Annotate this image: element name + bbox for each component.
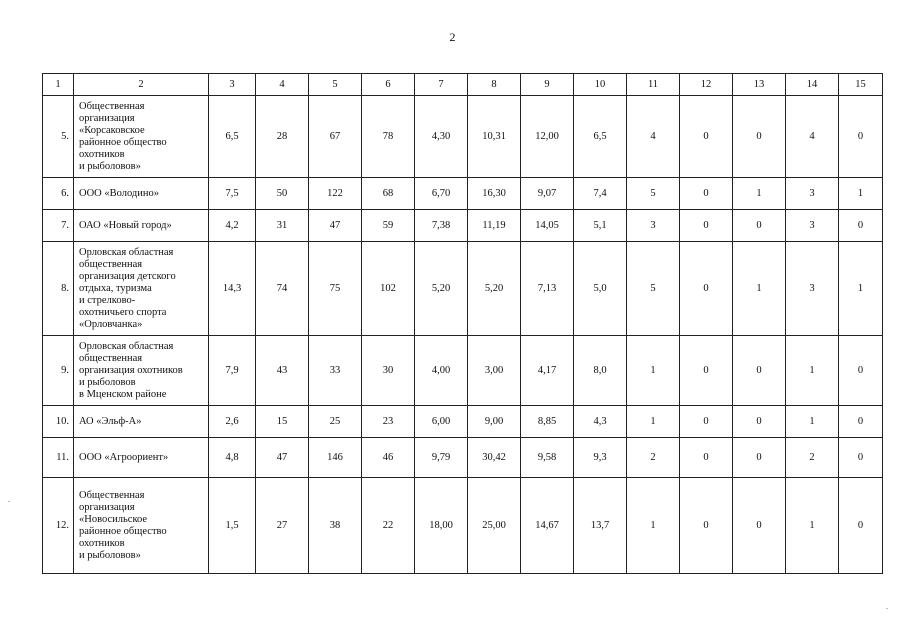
cell-col-14: 3 (786, 242, 839, 336)
cell-col-10: 6,5 (574, 96, 627, 178)
cell-col-3: 6,5 (209, 96, 256, 178)
table-row (43, 210, 883, 242)
cell-col-12: 0 (680, 210, 733, 242)
cell-col-9: 4,17 (521, 336, 574, 406)
cell-col-8: 25,00 (468, 478, 521, 574)
cell-col-6: 59 (362, 210, 415, 242)
cell-col-12: 0 (680, 242, 733, 336)
cell-col-15: 1 (839, 178, 883, 210)
cell-col-7: 4,00 (415, 336, 468, 406)
cell-col-8: 5,20 (468, 242, 521, 336)
column-header-15: 15 (839, 74, 883, 96)
cell-col-7: 9,79 (415, 438, 468, 478)
cell-col-3: 2,6 (209, 406, 256, 438)
cell-col-11: 1 (627, 478, 680, 574)
cell-col-5: 33 (309, 336, 362, 406)
page-number: 2 (449, 30, 456, 44)
organization-name: Орловская областная общественная организация охотников и рыболовов в Мценском районе (74, 336, 209, 406)
cell-col-11: 1 (627, 406, 680, 438)
cell-col-10: 4,3 (574, 406, 627, 438)
column-header-6: 6 (362, 74, 415, 96)
cell-col-14: 1 (786, 336, 839, 406)
cell-col-3: 7,9 (209, 336, 256, 406)
cell-col-10: 5,0 (574, 242, 627, 336)
cell-col-6: 68 (362, 178, 415, 210)
table-row (43, 406, 883, 438)
cell-col-15: 1 (839, 242, 883, 336)
cell-col-8: 9,00 (468, 406, 521, 438)
row-number: 9. (43, 336, 74, 406)
cell-col-4: 28 (256, 96, 309, 178)
table-row (43, 336, 883, 406)
column-header-9: 9 (521, 74, 574, 96)
column-header-5: 5 (309, 74, 362, 96)
cell-col-8: 3,00 (468, 336, 521, 406)
cell-col-7: 18,00 (415, 478, 468, 574)
cell-col-13: 0 (733, 478, 786, 574)
cell-col-12: 0 (680, 478, 733, 574)
cell-col-14: 4 (786, 96, 839, 178)
cell-col-10: 8,0 (574, 336, 627, 406)
cell-col-12: 0 (680, 406, 733, 438)
row-number: 8. (43, 242, 74, 336)
cell-col-15: 0 (839, 96, 883, 178)
cell-col-14: 3 (786, 178, 839, 210)
cell-col-11: 5 (627, 242, 680, 336)
scan-speck: . (8, 495, 10, 504)
cell-col-3: 1,5 (209, 478, 256, 574)
cell-col-5: 122 (309, 178, 362, 210)
cell-col-7: 5,20 (415, 242, 468, 336)
cell-col-14: 1 (786, 478, 839, 574)
cell-col-4: 47 (256, 438, 309, 478)
cell-col-5: 47 (309, 210, 362, 242)
cell-col-8: 16,30 (468, 178, 521, 210)
organization-name: ООО «Агроориент» (74, 438, 209, 478)
organization-name: Орловская областная общественная организация детского отдыха, туризма и стрелково- охотничьего спорта «Орловчанка» (74, 242, 209, 336)
organization-name: Общественная организация «Корсаковское районное общество охотников и рыболовов» (74, 96, 209, 178)
cell-col-13: 1 (733, 178, 786, 210)
cell-col-12: 0 (680, 336, 733, 406)
row-number: 12. (43, 478, 74, 574)
cell-col-5: 38 (309, 478, 362, 574)
column-header-2: 2 (74, 74, 209, 96)
row-number: 6. (43, 178, 74, 210)
cell-col-10: 5,1 (574, 210, 627, 242)
column-header-4: 4 (256, 74, 309, 96)
cell-col-10: 13,7 (574, 478, 627, 574)
cell-col-4: 43 (256, 336, 309, 406)
cell-col-15: 0 (839, 406, 883, 438)
cell-col-3: 14,3 (209, 242, 256, 336)
cell-col-6: 22 (362, 478, 415, 574)
table-row (43, 178, 883, 210)
cell-col-15: 0 (839, 336, 883, 406)
cell-col-14: 2 (786, 438, 839, 478)
cell-col-14: 3 (786, 210, 839, 242)
cell-col-6: 102 (362, 242, 415, 336)
header-row (43, 74, 883, 96)
table-row (43, 478, 883, 574)
column-header-11: 11 (627, 74, 680, 96)
column-header-7: 7 (415, 74, 468, 96)
scan-speck: . (886, 602, 888, 611)
cell-col-13: 0 (733, 96, 786, 178)
cell-col-10: 7,4 (574, 178, 627, 210)
cell-col-7: 7,38 (415, 210, 468, 242)
organization-name: Общественная организация «Новосильское районное общество охотников и рыболовов» (74, 478, 209, 574)
cell-col-9: 7,13 (521, 242, 574, 336)
cell-col-13: 0 (733, 210, 786, 242)
cell-col-9: 14,05 (521, 210, 574, 242)
cell-col-9: 12,00 (521, 96, 574, 178)
organization-name: ООО «Володино» (74, 178, 209, 210)
cell-col-6: 30 (362, 336, 415, 406)
cell-col-5: 75 (309, 242, 362, 336)
cell-col-12: 0 (680, 178, 733, 210)
cell-col-3: 7,5 (209, 178, 256, 210)
cell-col-6: 23 (362, 406, 415, 438)
cell-col-6: 78 (362, 96, 415, 178)
cell-col-4: 31 (256, 210, 309, 242)
cell-col-12: 0 (680, 96, 733, 178)
cell-col-3: 4,2 (209, 210, 256, 242)
cell-col-5: 67 (309, 96, 362, 178)
column-header-10: 10 (574, 74, 627, 96)
column-header-8: 8 (468, 74, 521, 96)
row-number: 11. (43, 438, 74, 478)
cell-col-7: 4,30 (415, 96, 468, 178)
cell-col-13: 0 (733, 336, 786, 406)
cell-col-4: 27 (256, 478, 309, 574)
column-header-14: 14 (786, 74, 839, 96)
cell-col-11: 2 (627, 438, 680, 478)
row-number: 5. (43, 96, 74, 178)
cell-col-8: 30,42 (468, 438, 521, 478)
cell-col-13: 1 (733, 242, 786, 336)
cell-col-11: 1 (627, 336, 680, 406)
cell-col-3: 4,8 (209, 438, 256, 478)
cell-col-9: 9,07 (521, 178, 574, 210)
cell-col-13: 0 (733, 438, 786, 478)
cell-col-15: 0 (839, 438, 883, 478)
column-header-3: 3 (209, 74, 256, 96)
cell-col-14: 1 (786, 406, 839, 438)
cell-col-11: 5 (627, 178, 680, 210)
cell-col-8: 10,31 (468, 96, 521, 178)
cell-col-7: 6,70 (415, 178, 468, 210)
cell-col-11: 4 (627, 96, 680, 178)
column-header-12: 12 (680, 74, 733, 96)
cell-col-4: 74 (256, 242, 309, 336)
cell-col-10: 9,3 (574, 438, 627, 478)
row-number: 7. (43, 210, 74, 242)
table-row (43, 438, 883, 478)
table-row (43, 96, 883, 178)
table-row (43, 242, 883, 336)
organization-name: АО «Эльф-А» (74, 406, 209, 438)
cell-col-9: 8,85 (521, 406, 574, 438)
cell-col-8: 11,19 (468, 210, 521, 242)
cell-col-11: 3 (627, 210, 680, 242)
cell-col-5: 25 (309, 406, 362, 438)
row-number: 10. (43, 406, 74, 438)
column-header-13: 13 (733, 74, 786, 96)
cell-col-4: 50 (256, 178, 309, 210)
column-header-1: 1 (43, 74, 74, 96)
cell-col-4: 15 (256, 406, 309, 438)
cell-col-12: 0 (680, 438, 733, 478)
data-table (42, 73, 883, 574)
cell-col-15: 0 (839, 210, 883, 242)
cell-col-9: 9,58 (521, 438, 574, 478)
cell-col-13: 0 (733, 406, 786, 438)
cell-col-9: 14,67 (521, 478, 574, 574)
cell-col-15: 0 (839, 478, 883, 574)
cell-col-6: 46 (362, 438, 415, 478)
organization-name: ОАО «Новый город» (74, 210, 209, 242)
cell-col-7: 6,00 (415, 406, 468, 438)
cell-col-5: 146 (309, 438, 362, 478)
